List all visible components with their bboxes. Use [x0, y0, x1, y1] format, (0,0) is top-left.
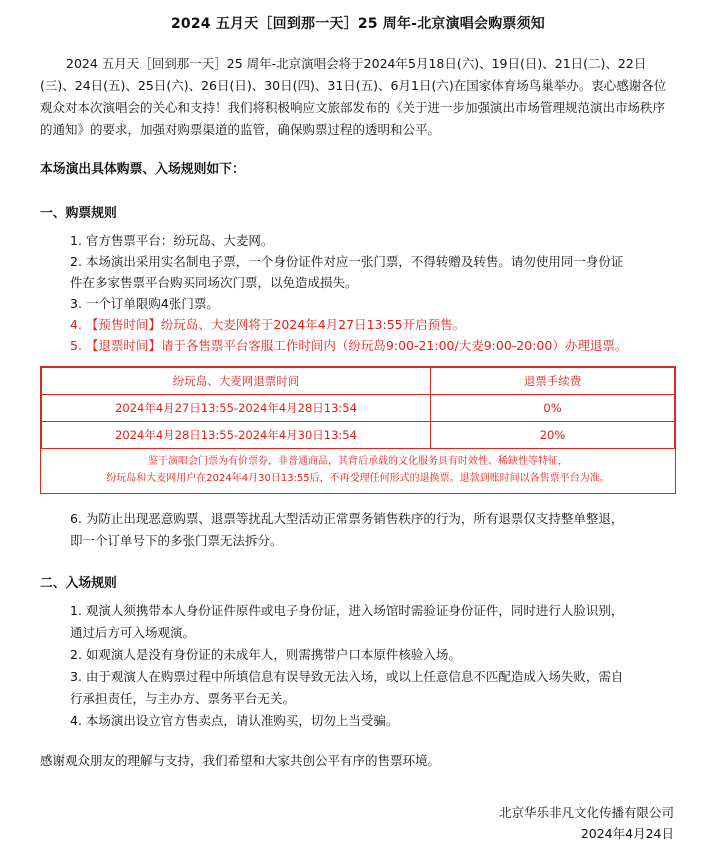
- list-item: 2. 如观演人是没有身份证的未成年人，则需携带户口本原件核验入场。: [70, 647, 461, 662]
- signature-block: [499, 802, 674, 844]
- intro-paragraph: 2024 五月天［回到那一天］25 周年-北京演唱会将于2024年5月18日(六)、19日(日)、21日(二)、22日(三)、24日(五)、25日(六)、26日(日)、30日(四)、31日(五)、6月1日(六)在国家体育场鸟巢举办。衷心感谢各位观众对本次演唱会的关心和支持！我们将积极响应文旅部发布的《关于进一步加强演出市场管理规范演出市场秩序的通知》的要求，加强对购票渠道的监管，确保购票过程的透明和公平。: [40, 56, 667, 137]
- list-item: 4. 本场演出设立官方售卖点，请认准购买，切勿上当受骗。: [70, 713, 399, 728]
- table-cell: 2024年4月27日13:55-2024年4月28日13:54: [42, 395, 431, 422]
- refund-table: [40, 366, 676, 494]
- table-cell: 0%: [431, 395, 675, 422]
- list-item: 6. 为防止出现恶意购票、退票等扰乱大型活动正常票务销售秩序的行为，所有退票仅支持整单整退，: [70, 511, 624, 526]
- table-header-refund-fee: 退票手续费: [431, 368, 675, 395]
- list-item: 行承担责任，与主办方、票务平台无关。: [70, 691, 296, 706]
- list-item: 通过后方可入场观演。: [70, 625, 196, 640]
- table-row: [42, 395, 675, 422]
- list-item: 2. 本场演出采用实名制电子票，一个身份证件对应一张门票，不得转赠及转售。请勿使用同一身份证: [70, 254, 624, 269]
- ticket-rules-list-continued: [40, 508, 676, 552]
- table-header-row: [42, 368, 675, 395]
- list-item: 3. 由于观演人在购票过程中所填信息有误导致无法入场，或以上任意信息不匹配造成入场失败，需自: [70, 669, 624, 684]
- section-ticket-rules-heading: 一、购票规则: [40, 206, 117, 221]
- table-cell: 2024年4月28日13:55-2024年4月30日13:54: [42, 422, 431, 449]
- section-entry-rules-heading: 二、入场规则: [40, 576, 117, 591]
- list-item-presale-time: 4. 【预售时间】纷玩岛、大麦网将于2024年4月27日13:55开启预售。: [70, 317, 466, 332]
- list-item: 即一个订单号下的多张门票无法拆分。: [70, 533, 283, 548]
- list-item: 1. 观演人须携带本人身份证件原件或电子身份证，进入场馆时需验证身份证件，同时进行人脸识别，: [70, 603, 624, 618]
- list-item: 件在多家售票平台购买同场次门票，以免造成损失。: [70, 275, 358, 290]
- refund-note: 鉴于演唱会门票为有价票券，非普通商品，其背后承载的文化服务具有时效性、稀缺性等特征， 纷玩岛和大麦网用户在2024年4月30日13:55后，不再受理任何形式的退换票。退款到账时间以各售票平台为准。: [106, 456, 610, 484]
- rules-heading: 本场演出具体购票、入场规则如下：: [40, 162, 245, 177]
- ticket-rules-list: [40, 230, 676, 356]
- table-row: [42, 422, 675, 449]
- table-header-refund-time: 纷玩岛、大麦网退票时间: [42, 368, 431, 395]
- list-item-refund-time: 5. 【退票时间】请于各售票平台客服工作时间内（纷玩岛9:00-21:00/大麦9:00-20:00）办理退票。: [70, 338, 628, 353]
- page-title: 2024 五月天［回到那一天］25 周年-北京演唱会购票须知: [170, 16, 545, 32]
- sign-date: 2024年4月24日: [580, 826, 674, 841]
- table-cell: 20%: [431, 422, 675, 449]
- entry-rules-list: [40, 600, 676, 732]
- list-item: 1. 官方售票平台：纷玩岛、大麦网。: [70, 233, 274, 248]
- closing-paragraph: 感谢观众朋友的理解与支持，我们希望和大家共创公平有序的售票环境。: [40, 753, 441, 768]
- company-name: 北京华乐非凡文化传播有限公司: [498, 805, 674, 820]
- list-item: 3. 一个订单限购4张门票。: [70, 296, 219, 311]
